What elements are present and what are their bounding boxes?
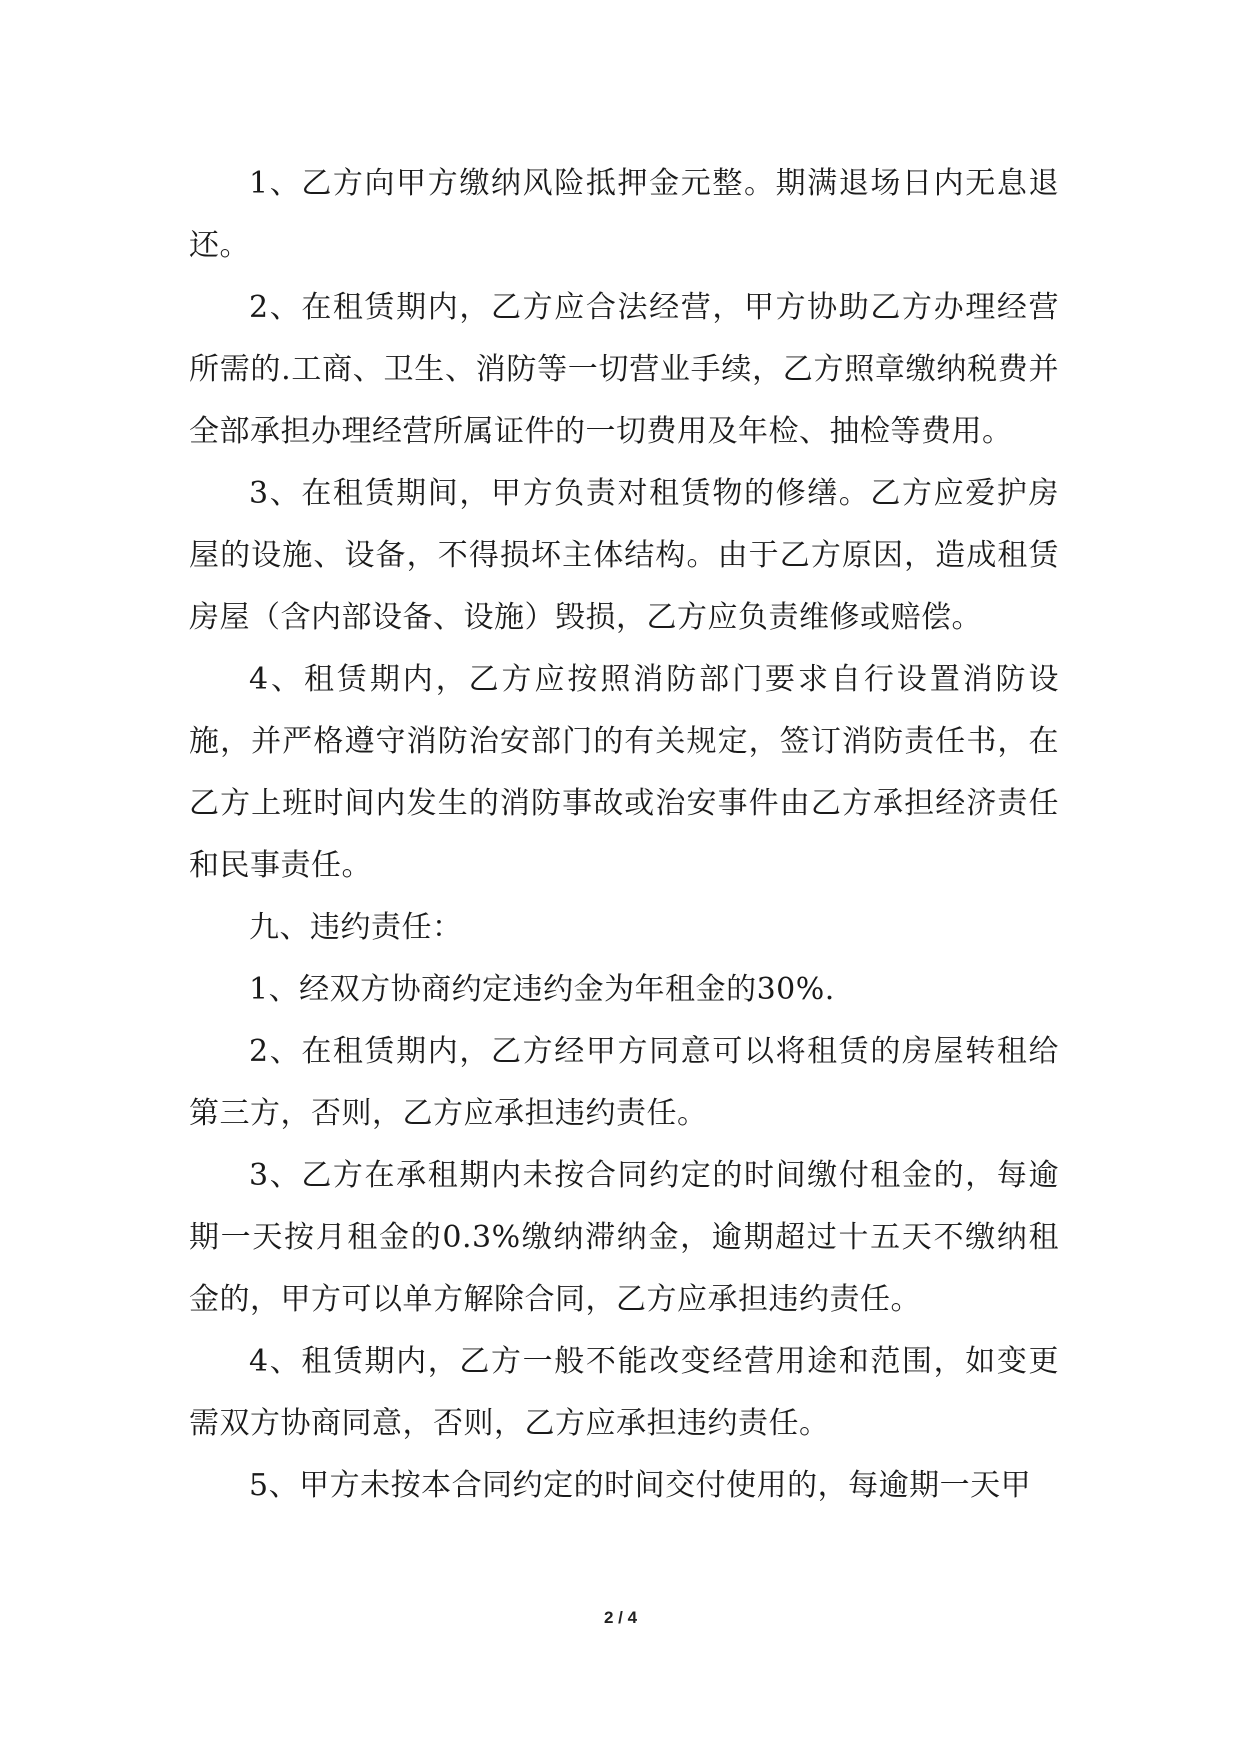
paragraph-late-rent: 3、乙方在承租期内未按合同约定的时间缴付租金的，每逾期一天按月租金的0.3%缴纳滞纳金，逾期超过十五天不缴纳租金的，甲方可以单方解除合同，乙方应承担违约责任。 <box>189 1158 1059 1317</box>
paragraph-penalty-rate: 1、经双方协商约定违约金为年租金的30%. <box>249 972 835 1007</box>
paragraph-sublease: 2、在租赁期内，乙方经甲方同意可以将租赁的房屋转租给第三方，否则，乙方应承担违约责任。 <box>189 1034 1059 1131</box>
document-body <box>189 153 1059 1517</box>
paragraph-legal-operation: 2、在租赁期内，乙方应合法经营，甲方协助乙方办理经营所需的.工商、卫生、消防等一切营业手续，乙方照章缴纳税费并全部承担办理经营所属证件的一切费用及年检、抽检等费用。 <box>189 290 1059 449</box>
paragraph-fire-safety: 4、租赁期内，乙方应按照消防部门要求自行设置消防设施，并严格遵守消防治安部门的有关规定，签订消防责任书，在乙方上班时间内发生的消防事故或治安事件由乙方承担经济责任和民事责任。 <box>189 662 1059 883</box>
page-number: 2 / 4 <box>603 1608 638 1627</box>
paragraph-usage-change: 4、租赁期内，乙方一般不能改变经营用途和范围，如变更需双方协商同意，否则，乙方应承担违约责任。 <box>189 1344 1059 1441</box>
paragraph-repair: 3、在租赁期间，甲方负责对租赁物的修缮。乙方应爱护房屋的设施、设备，不得损坏主体结构。由于乙方原因，造成租赁房屋（含内部设备、设施）毁损，乙方应负责维修或赔偿。 <box>189 476 1059 635</box>
section-heading-breach: 九、违约责任： <box>249 910 463 945</box>
paragraph-late-delivery: 5、甲方未按本合同约定的时间交付使用的，每逾期一天甲 <box>249 1468 1032 1503</box>
paragraph-deposit: 1、乙方向甲方缴纳风险抵押金元整。期满退场日内无息退还。 <box>189 166 1059 263</box>
